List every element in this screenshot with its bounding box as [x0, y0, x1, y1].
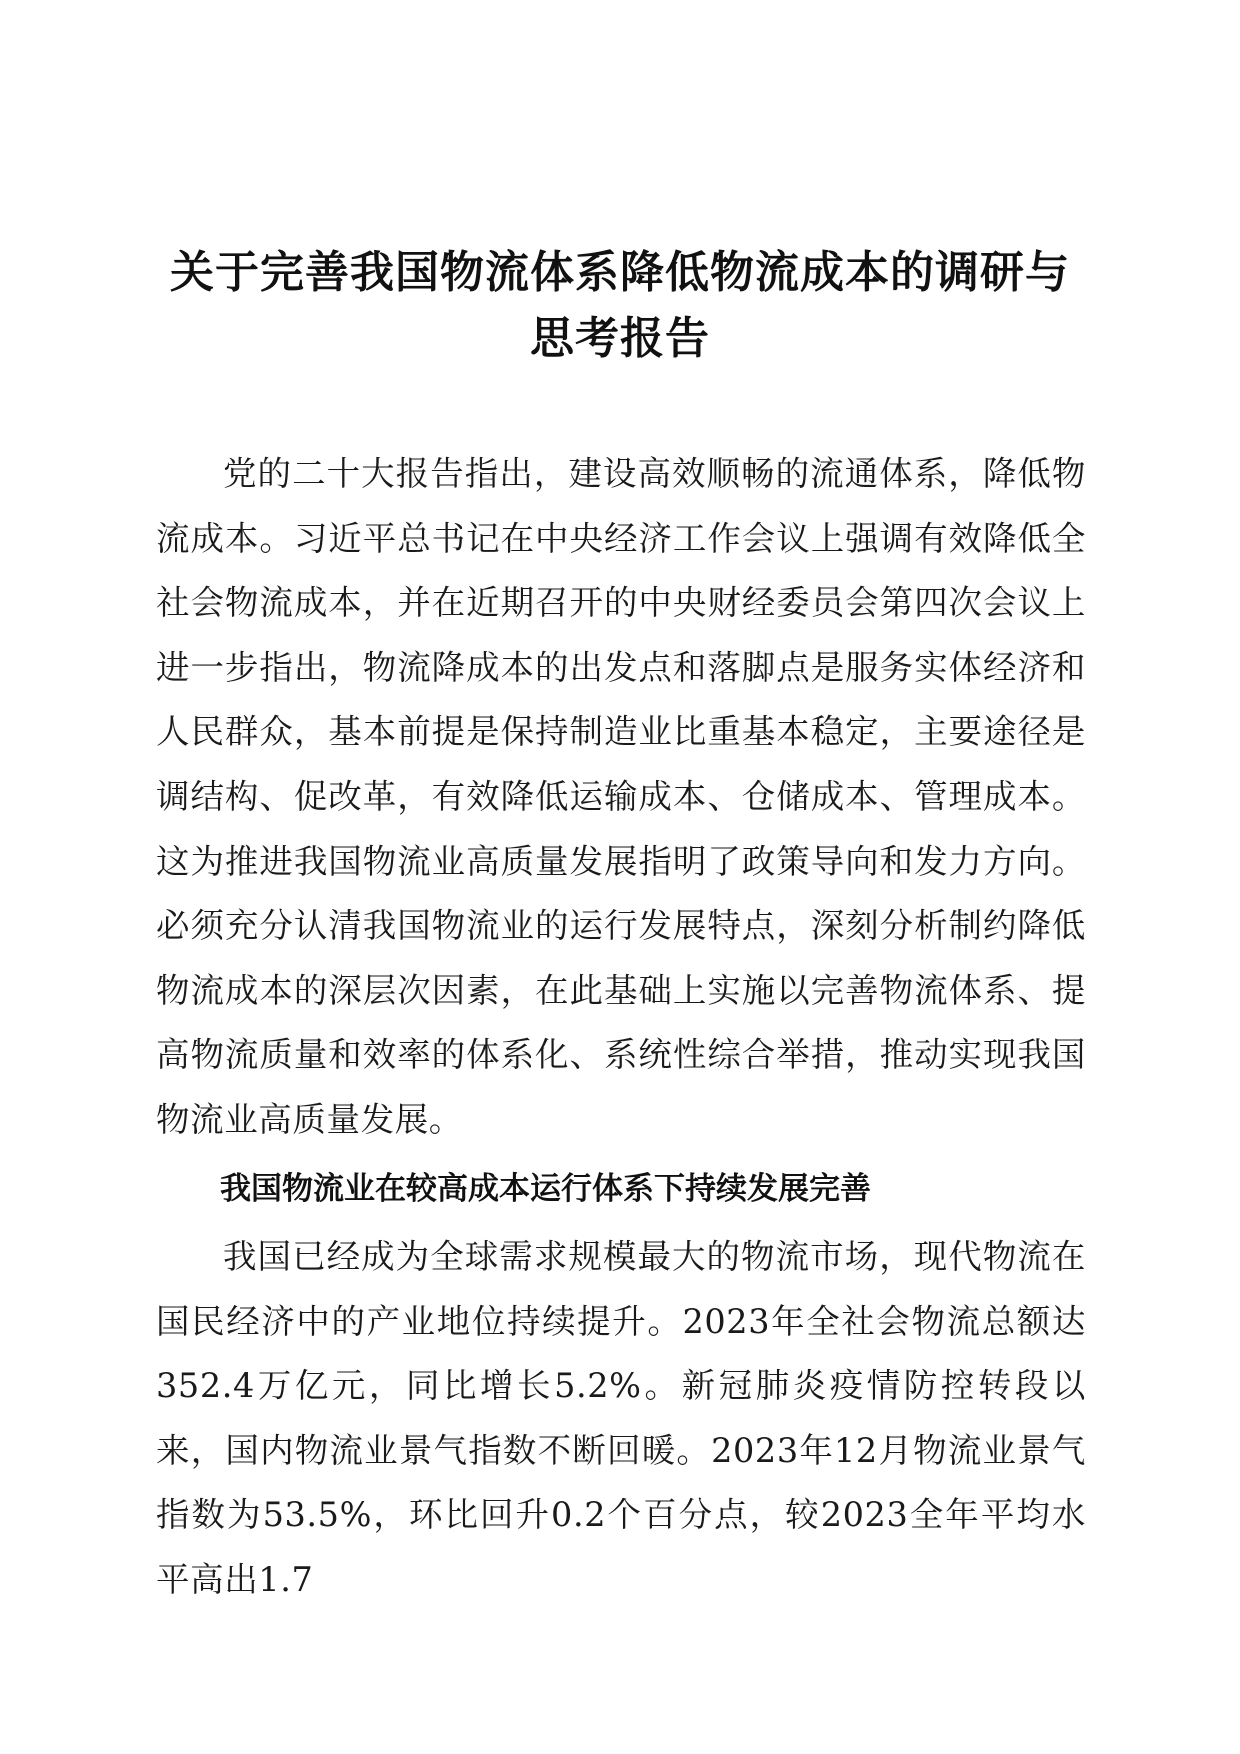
intro-paragraph: 党的二十大报告指出，建设高效顺畅的流通体系，降低物流成本。习近平总书记在中央经济工作会议上强调有效降低全社会物流成本，并在近期召开的中央财经委员会第四次会议上进一步指出，物流降成本的出发点和落脚点是服务实体经济和人民群众，基本前提是保持制造业比重基本稳定，主要途径是调结构、促改革，有效降低运输成本、仓储成本、管理成本。这为推进我国物流业高质量发展指明了政策导向和发力方向。必须充分认清我国物流业的运行发展特点，深刻分析制约降低物流成本的深层次因素，在此基础上实施以完善物流体系、提高物流质量和效率的体系化、系统性综合举措，推动实现我国物流业高质量发展。 [156, 454, 1086, 1139]
document-title: 关于完善我国物流体系降低物流成本的调研与思考报告 [170, 247, 1070, 364]
section-heading: 我国物流业在较高成本运行体系下持续发展完善 [220, 1171, 871, 1207]
section-paragraph: 我国已经成为全球需求规模最大的物流市场，现代物流在国民经济中的产业地位持续提升。2023年全社会物流总额达352.4万亿元，同比增长5.2%。新冠肺炎疫情防控转段以来，国内物流业景气指数不断回暖。2023年12月物流业景气指数为53.5%，环比回升0.2个百分点，较2023全年平均水平高出1.7 [156, 1237, 1086, 1599]
